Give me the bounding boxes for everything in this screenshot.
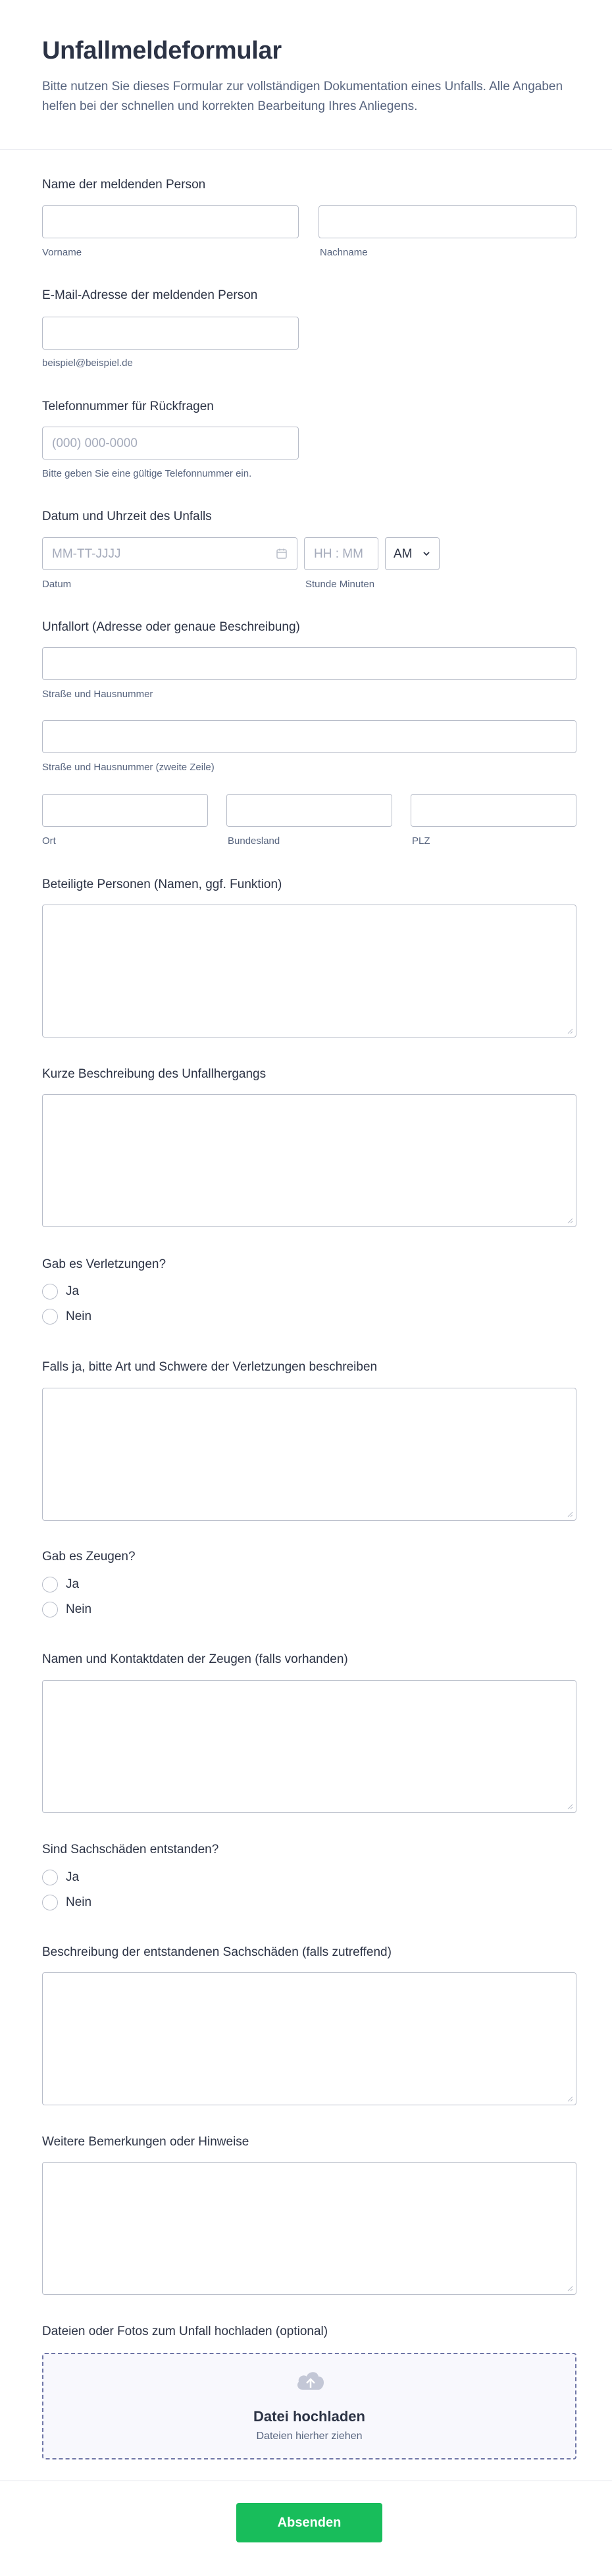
time-placeholder: HH : MM: [314, 547, 363, 561]
zip-sublabel: PLZ: [412, 835, 430, 847]
radio-label: Nein: [66, 1895, 92, 1909]
remarks-textarea[interactable]: [42, 2162, 576, 2295]
resize-grip-icon[interactable]: [567, 1217, 573, 1224]
form-header: [0, 0, 612, 150]
radio-button[interactable]: [42, 1895, 58, 1910]
resize-grip-icon[interactable]: [567, 1511, 573, 1517]
injuries-label: Gab es Verletzungen?: [42, 1257, 166, 1271]
damage-option-yes[interactable]: [42, 1870, 79, 1885]
persons-textarea[interactable]: [42, 905, 576, 1038]
file-upload-dropzone[interactable]: [42, 2353, 576, 2459]
state-sublabel: Bundesland: [228, 835, 280, 847]
first-name-input[interactable]: [42, 205, 299, 238]
resize-grip-icon[interactable]: [567, 1028, 573, 1034]
damage-details-textarea[interactable]: [42, 1972, 576, 2105]
phone-sublabel: Bitte geben Sie eine gültige Telefonnummer ein.: [42, 468, 252, 479]
street-input[interactable]: [42, 647, 576, 680]
resize-grip-icon[interactable]: [567, 1803, 573, 1810]
resize-grip-icon[interactable]: [567, 2285, 573, 2292]
injuries-option-no[interactable]: [42, 1309, 91, 1325]
witnesses-option-yes[interactable]: [42, 1577, 79, 1592]
witnesses-label: Gab es Zeugen?: [42, 1550, 136, 1564]
city-sublabel: Ort: [42, 835, 56, 847]
date-sublabel: Datum: [42, 579, 72, 590]
phone-input[interactable]: [42, 427, 299, 460]
ampm-select[interactable]: [385, 537, 440, 570]
state-input[interactable]: [226, 794, 392, 827]
radio-label: Nein: [66, 1602, 92, 1616]
city-input[interactable]: [42, 794, 208, 827]
witnesses-option-no[interactable]: [42, 1602, 91, 1617]
email-sublabel: beispiel@beispiel.de: [42, 357, 133, 369]
email-input[interactable]: [42, 317, 299, 350]
time-sublabel: Stunde Minuten: [305, 579, 375, 590]
last-name-input[interactable]: [319, 205, 576, 238]
radio-label: Ja: [66, 1284, 80, 1298]
description-textarea[interactable]: [42, 1094, 576, 1227]
page-title: Unfallmeldeformular: [42, 37, 282, 65]
witness-details-textarea[interactable]: [42, 1680, 576, 1813]
calendar-icon[interactable]: [276, 548, 288, 563]
witness-details-label: Namen und Kontaktdaten der Zeugen (falls vorhanden): [42, 1652, 348, 1666]
radio-button[interactable]: [42, 1577, 58, 1592]
datetime-label: Datum und Uhrzeit des Unfalls: [42, 510, 212, 523]
page-description: Bitte nutzen Sie dieses Formular zur vollständigen Dokumentation eines Unfalls. Alle Angaben helfen bei der schnellen und korrekten Bearbeitung Ihres Anliegens.: [42, 80, 563, 113]
address-label: Unfallort (Adresse oder genaue Beschreibung): [42, 620, 300, 634]
radio-label: Ja: [66, 1870, 80, 1884]
first-name-sublabel: Vorname: [42, 247, 82, 258]
phone-placeholder: (000) 000-0000: [52, 436, 138, 450]
phone-label: Telefonnummer für Rückfragen: [42, 400, 214, 413]
date-input[interactable]: [42, 537, 297, 570]
name-label: Name der meldenden Person: [42, 178, 206, 192]
submit-button[interactable]: Absenden: [236, 2503, 382, 2542]
radio-button[interactable]: [42, 1870, 58, 1885]
injury-details-textarea[interactable]: [42, 1388, 576, 1521]
radio-label: Nein: [66, 1309, 92, 1323]
street2-input[interactable]: [42, 720, 576, 753]
radio-button[interactable]: [42, 1284, 58, 1300]
email-label: E-Mail-Adresse der meldenden Person: [42, 288, 258, 302]
street-sublabel: Straße und Hausnummer: [42, 689, 153, 700]
ampm-value: AM: [394, 547, 413, 561]
damage-option-no[interactable]: [42, 1895, 91, 1910]
upload-subtitle: Dateien hierher ziehen: [256, 2431, 363, 2442]
resize-grip-icon[interactable]: [567, 2095, 573, 2102]
radio-label: Ja: [66, 1577, 80, 1591]
upload-label: Dateien oder Fotos zum Unfall hochladen (optional): [42, 2325, 328, 2338]
injury-details-label: Falls ja, bitte Art und Schwere der Verletzungen beschreiben: [42, 1360, 378, 1374]
upload-title: Datei hochladen: [253, 2408, 365, 2425]
damage-label: Sind Sachschäden entstanden?: [42, 1843, 219, 1856]
date-placeholder: MM-TT-JJJJ: [52, 547, 121, 561]
remarks-label: Weitere Bemerkungen oder Hinweise: [42, 2135, 249, 2149]
time-input[interactable]: [304, 537, 378, 570]
persons-label: Beteiligte Personen (Namen, ggf. Funktion): [42, 878, 282, 891]
description-label: Kurze Beschreibung des Unfallhergangs: [42, 1067, 267, 1081]
street2-sublabel: Straße und Hausnummer (zweite Zeile): [42, 762, 215, 773]
radio-button[interactable]: [42, 1309, 58, 1325]
last-name-sublabel: Nachname: [320, 247, 368, 258]
damage-details-label: Beschreibung der entstandenen Sachschäden (falls zutreffend): [42, 1945, 392, 1959]
chevron-down-icon: [422, 549, 431, 562]
cloud-upload-icon: [295, 2369, 326, 2396]
zip-input[interactable]: [411, 794, 576, 827]
radio-button[interactable]: [42, 1602, 58, 1617]
injuries-option-yes[interactable]: [42, 1284, 79, 1300]
